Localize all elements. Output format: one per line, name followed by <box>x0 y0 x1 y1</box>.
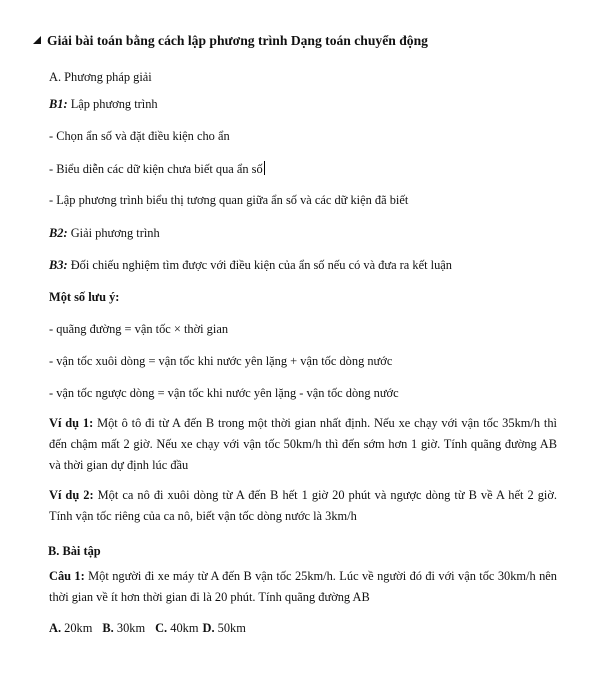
answer-option-c[interactable] <box>155 621 198 635</box>
step-item: - Chọn ẩn số và đặt điều kiện cho ẩn <box>49 129 230 143</box>
note-item: - quãng đường = vận tốc × thời gian <box>49 322 229 336</box>
collapse-triangle-icon[interactable] <box>33 36 41 44</box>
answer-option-a[interactable] <box>49 621 92 635</box>
example-2-label: Ví dụ 2: <box>49 488 94 502</box>
step-b3-text: Đối chiếu nghiệm tìm được với điều kiện của ẩn số nếu có và đưa ra kết luận <box>67 258 452 272</box>
example-1 <box>49 413 557 476</box>
section-a-title: A. Phương pháp giải <box>49 70 152 84</box>
question-1-text: Một người đi xe máy từ A đến B vận tốc 25km/h. Lúc về người đó đi với vận tốc 30km/h nên thời gian về ít hơn thời gian đi là 20 phút. Tính quãng đường AB <box>49 569 557 604</box>
section-heading[interactable] <box>33 33 428 49</box>
answer-label: B. <box>102 621 114 635</box>
answer-label: A. <box>49 621 62 635</box>
question-1 <box>49 566 557 608</box>
answer-value: 30km <box>116 621 146 635</box>
example-1-label: Ví dụ 1: <box>49 416 94 430</box>
answer-value: 20km <box>64 621 93 635</box>
step-b2-label: B2: <box>49 226 68 240</box>
step-b3-label: B3: <box>49 258 68 272</box>
question-1-label: Câu 1: <box>49 569 85 583</box>
step-item-text: - Biểu diễn các dữ kiện chưa biết qua ẩn số <box>49 162 263 176</box>
step-b2 <box>49 226 160 241</box>
step-b1-text: Lập phương trình <box>67 97 158 111</box>
note-title: Một số lưu ý: <box>49 290 120 304</box>
step-b2-text: Giải phương trình <box>67 226 160 240</box>
step-item <box>49 161 265 177</box>
section-b-title: B. Bài tập <box>48 544 101 558</box>
answer-options <box>49 621 246 636</box>
note-item: - vận tốc xuôi dòng = vận tốc khi nước yên lặng + vận tốc dòng nước <box>49 354 393 368</box>
answer-value: 40km <box>170 621 199 635</box>
answer-label: D. <box>202 621 215 635</box>
example-1-text: Một ô tô đi từ A đến B trong một thời gian nhất định. Nếu xe chạy với vận tốc 35km/h thì đến chậm mất 2 giờ. Nếu xe chạy với vận tốc 50km/h thì đến sớm hơn 1 giờ. Tính quãng đường AB và thời gian dự định lúc đầu <box>49 416 557 472</box>
step-b1 <box>49 97 158 112</box>
step-b1-label: B1: <box>49 97 68 111</box>
answer-value: 50km <box>217 621 246 635</box>
answer-option-b[interactable] <box>102 621 145 635</box>
step-item: - Lập phương trình biểu thị tương quan giữa ẩn số và các dữ kiện đã biết <box>49 193 409 207</box>
example-2-text: Một ca nô đi xuôi dòng từ A đến B hết 1 giờ 20 phút và ngược dòng từ B về A hết 2 giờ. Tính vận tốc riêng của ca nô, biết vận tốc dòng nước là 3km/h <box>49 488 557 523</box>
heading-text: Giải bài toán bằng cách lập phương trình Dạng toán chuyển động <box>47 33 428 48</box>
answer-option-d[interactable] <box>203 621 246 635</box>
note-item: - vận tốc ngược dòng = vận tốc khi nước yên lặng - vận tốc dòng nước <box>49 386 399 400</box>
example-2 <box>49 485 557 527</box>
step-b3 <box>49 258 452 273</box>
answer-label: C. <box>155 621 168 635</box>
text-cursor <box>264 161 265 175</box>
